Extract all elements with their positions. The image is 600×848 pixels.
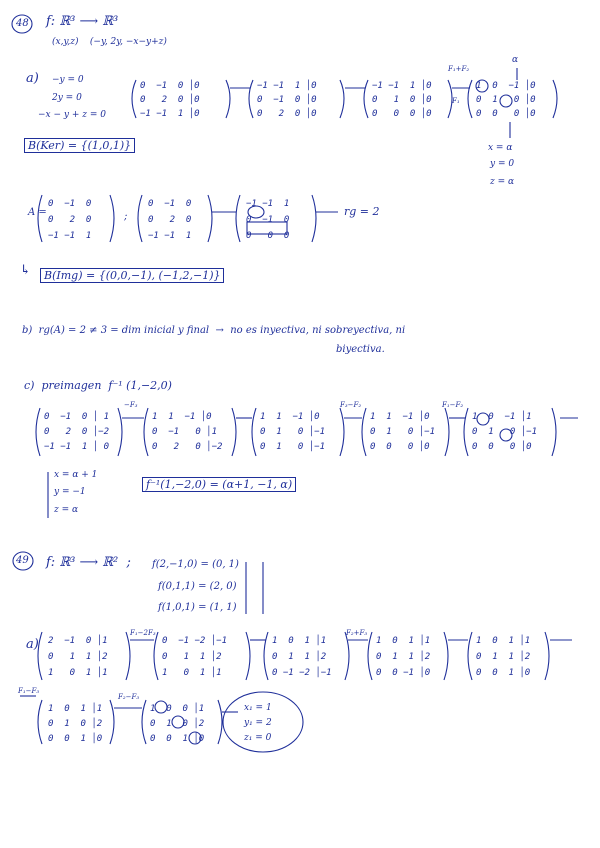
p49-sol-x: x₁ = 1 [244,703,272,713]
matrix-A-label: A = [28,207,47,218]
system-eq-3: −x − y + z = 0 [38,110,106,120]
problem-48-definition: (x,y,z) (−y, 2y, −x−y+z) [52,37,167,47]
problem-48-map: f: ℝ³ ⟶ ℝ³ [46,14,119,29]
problem-49-number: 49 [16,555,29,566]
kernel-basis: B(Ker) = {(1,0,1)} [24,138,135,153]
image-arrow: ↳ [20,263,31,278]
f-def-2: f(0,1,1) = (2, 0) [158,581,237,592]
alpha-marker: α [512,55,519,65]
notebook-page: 48 f: ℝ³ ⟶ ℝ³ (x,y,z) (−y, 2y, −x−y+z) a) −y = 0 2y = 0 −x − y + z = 0 0 −1 0 │0 0 2 0 │0 −1 −1 1 │0 −1 −1 1 │0 0 −1 0 │0 0 2 0 │0 −1 −1 1 │0 0 1 0 │0 0 0 0 │0 1 0 −1 │0 0 1 0 │0 0 0 0 │0 F₁+F₂ F₁ α x = α y = 0 z = α B(Ker) = {(1,0,1)} A = 0 −1 0 0 2 0 −1 −1 1 ; 0 −1 0 0 2 0 −1 −1 1 −1 −1 1 0 −1 0 0 0 0 rg = 2 ↳ B(Img) = {(0,0,−1), (−1,2,−1)} b) rg(A) = 2 ≠ 3 = dim inicial y final → no es inyectiva, ni sobreyectiva, ni biyectiva. c) preimagen f⁻¹ (1,−2,0) 0 −1 0 │ 1 0 2 0 │−2 −1 −1 1 │ 0 −F₃ 1 1 −1 │0 0 −1 0 │1 0 2 0 │−2 1 1 −1 │0 0 1 0 │−1 0 1 0 │−1 F₃−F₂ 1 1 −1 │0 0 1 0 │−1 0 0 0 │0 F₁−F₂ 1 0 −1 │1 0 1 0 │−1 0 0 0 │0 x = α + 1 y = −1 z = α f⁻¹(1,−2,0) = (α+1, −1, α) 49 f: ℝ³ ⟶ ℝ² ; f(2,−1,0) = (0, 1) f(0,1,1) = (2, 0) f(1,0,1) = (1, 1) a) 2 −1 0 │1 0 1 1 │2 1 0 1 │1 F₁−2F₃ 0 −1 −2 │−1 0 1 1 │2 1 0 1 │1 1 0 1 │1 0 1 1 │2 0 −1 −2 │−1 F₂+F₃ 1 0 1 │1 0 1 1 │2 0 0 −1 │0 1 0 1 │1 0 1 1 │2 0 0 1 │0 F₁−F₃ 1 0 1 │1 0 1 0 │2 0 0 1 │0 F₂−F₃ 1 0 0 │1 0 1 0 │2 0 0 1 │0 x₁ = 1 y₁ = 2 z₁ = 0 [0,0,600,848]
ker-sol-y: y = 0 [490,159,515,169]
system-eq-2: 2y = 0 [52,93,82,103]
problem-49-map: f: ℝ³ ⟶ ℝ² ; [46,555,131,570]
p49-part-a-label: a) [26,637,39,652]
rank-result: rg = 2 [344,205,380,218]
row-op-f3-minus-f2: F₃−F₂ [340,401,362,409]
preimage-sol-x: x = α + 1 [54,470,98,480]
preimage-sol-y: y = −1 [54,487,86,497]
row-op-f1: F₁ [452,97,460,105]
system-eq-1: −y = 0 [52,75,84,85]
row-op-f1-plus-f2: F₁+F₂ [448,65,470,73]
problem-48-number: 48 [16,18,29,29]
part-b-line-2: biyectiva. [336,344,385,355]
row-op-neg-f3: −F₃ [124,401,138,409]
row-op-f1-minus-f3: F₁−F₃ [18,687,40,695]
p49-sol-z: z₁ = 0 [244,733,272,743]
semicolon: ; [124,211,128,222]
image-basis: B(Img) = {(0,0,−1), (−1,2,−1)} [40,268,224,283]
row-op-f1-minus-2f3: F₁−2F₃ [130,629,156,637]
f-def-3: f(1,0,1) = (1, 1) [158,602,237,613]
preimage-result: f⁻¹(1,−2,0) = (α+1, −1, α) [142,477,296,492]
part-c-heading: c) preimagen f⁻¹ (1,−2,0) [24,379,172,392]
row-op-f1-minus-f2: F₁−F₂ [442,401,464,409]
row-op-f2-minus-f3: F₂−F₃ [118,693,140,701]
p49-sol-y: y₁ = 2 [244,718,272,728]
f-def-1: f(2,−1,0) = (0, 1) [152,559,239,570]
part-b-line-1: b) rg(A) = 2 ≠ 3 = dim inicial y final → no es inyectiva, ni sobreyectiva, ni [22,325,406,336]
row-op-f2-plus-f3: F₂+F₃ [346,629,368,637]
part-a-label: a) [26,71,39,86]
preimage-sol-z: z = α [54,505,79,515]
ker-sol-x: x = α [488,143,513,153]
ker-sol-z: z = α [490,177,515,187]
